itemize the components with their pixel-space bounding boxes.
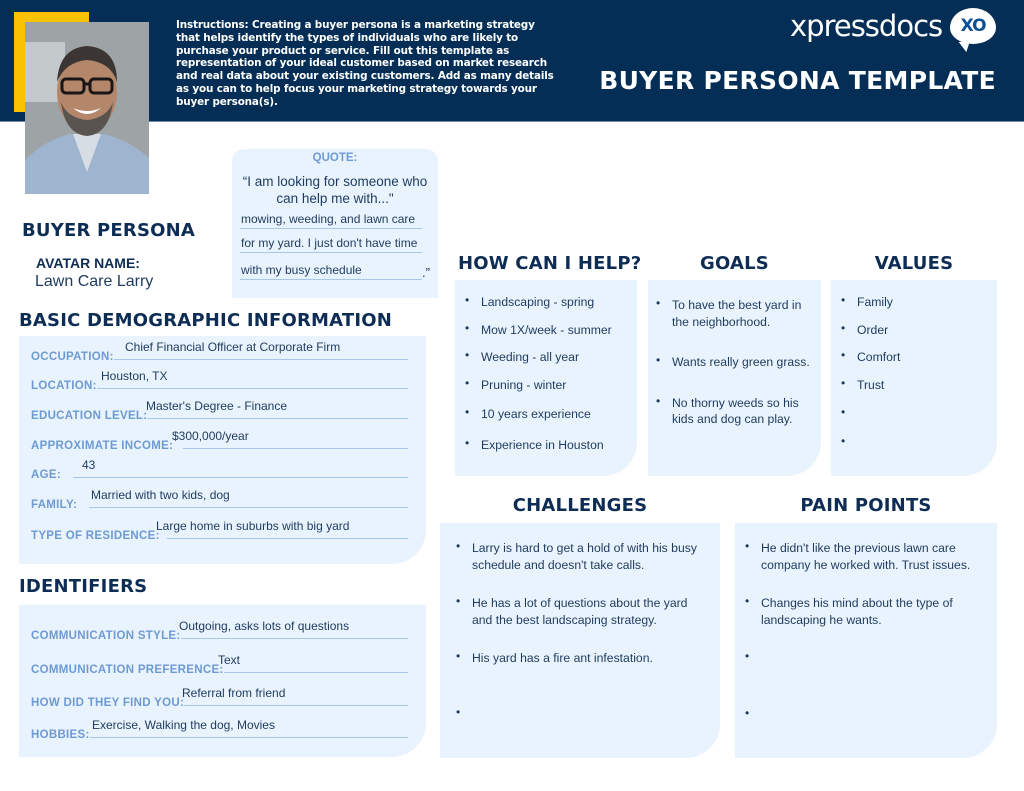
field-age[interactable] — [31, 454, 408, 481]
field-value[interactable]: Houston, TX — [101, 369, 168, 383]
field-value[interactable]: Master's Degree - Finance — [146, 399, 288, 413]
list-item[interactable]: • He has a lot of questions about the yard and the best landscaping strategy. — [456, 595, 711, 628]
list-item[interactable]: • No thorny weeds so his kids and dog can play. — [656, 395, 814, 428]
field-value[interactable]: Large home in suburbs with big yard — [156, 519, 350, 533]
list-item[interactable]: • Larry is hard to get a hold of with his busy schedule and doesn't take calls. — [456, 540, 711, 573]
list-item[interactable]: • 10 years experience — [465, 406, 635, 423]
field-value[interactable]: $300,000/year — [172, 429, 249, 443]
field-underline — [167, 538, 408, 539]
person-portrait-icon — [25, 22, 149, 194]
list-item[interactable]: • To have the best yard in the neighborhood. — [656, 297, 814, 330]
how-can-i-help-heading: HOW CAN I HELP? — [458, 253, 642, 274]
field-underline — [215, 672, 408, 673]
field-approximate-income[interactable] — [31, 425, 408, 452]
list-item[interactable]: • Comfort — [841, 349, 991, 366]
quote-line-1[interactable]: mowing, weeding, and lawn care — [240, 209, 422, 229]
field-label: AGE: — [31, 469, 61, 481]
logo-wordmark: xpressdocs — [790, 9, 943, 43]
list-item[interactable]: • Family — [841, 294, 991, 311]
header-banner — [0, 0, 1024, 122]
field-value[interactable]: Married with two kids, dog — [91, 488, 230, 502]
pain-points-heading: PAIN POINTS — [800, 495, 932, 516]
list-item[interactable]: • Experience in Houston — [465, 437, 635, 454]
list-item[interactable]: • Weeding - all year — [465, 349, 635, 366]
values-panel — [831, 280, 997, 476]
field-label: OCCUPATION: — [31, 351, 114, 363]
field-underline — [105, 359, 408, 360]
list-item[interactable]: • Pruning - winter — [465, 377, 635, 394]
field-label: EDUCATION LEVEL: — [31, 410, 148, 422]
field-label: COMMUNICATION PREFERENCE: — [31, 664, 224, 676]
quote-intro: “I am looking for someone who can help me with..." — [242, 174, 428, 206]
avatar-name-label: AVATAR NAME: — [36, 255, 140, 271]
field-occupation[interactable] — [31, 336, 408, 363]
field-underline — [181, 705, 408, 706]
field-label: LOCATION: — [31, 380, 97, 392]
list-item[interactable]: • His yard has a fire ant infestation. — [456, 650, 711, 667]
list-item[interactable]: • Trust — [841, 377, 991, 394]
list-item[interactable] — [745, 707, 990, 724]
list-item[interactable]: • Order — [841, 322, 991, 339]
field-education-level[interactable] — [31, 395, 408, 422]
how-can-i-help-panel — [455, 280, 637, 476]
challenges-panel — [440, 523, 720, 758]
list-item[interactable] — [456, 706, 711, 723]
pain-points-panel — [735, 523, 997, 758]
field-location[interactable] — [31, 365, 408, 392]
list-item[interactable] — [841, 406, 991, 423]
field-label: APPROXIMATE INCOME: — [31, 440, 174, 452]
values-heading: VALUES — [874, 253, 954, 274]
field-label: FAMILY: — [31, 499, 78, 511]
quote-line-3[interactable]: with my busy schedule — [240, 260, 422, 280]
quote-line-2[interactable]: for my yard. I just don't have time — [240, 233, 422, 253]
field-communication-style[interactable] — [31, 615, 408, 642]
field-underline — [181, 638, 408, 639]
pain-points-list — [745, 540, 990, 723]
values-list — [841, 294, 991, 451]
field-value[interactable]: Referral from friend — [182, 686, 286, 700]
how-can-i-help-list — [465, 294, 635, 453]
field-hobbies[interactable] — [31, 714, 408, 741]
field-label: HOBBIES: — [31, 729, 90, 741]
persona-photo — [25, 22, 149, 194]
goals-panel — [648, 280, 821, 476]
field-underline — [73, 477, 408, 478]
field-underline — [90, 737, 408, 738]
quote-card — [232, 149, 438, 298]
field-value[interactable]: Exercise, Walking the dog, Movies — [92, 718, 275, 732]
field-value[interactable]: 43 — [82, 458, 96, 472]
list-item[interactable]: • Mow 1X/week - summer — [465, 322, 635, 339]
instructions-text: Instructions: Creating a buyer persona is a marketing strategy that helps identify the types of individuals who are likely to purchase your product or service. Fill out this template as representation of your ideal customer based on market research and real data about your existing customers. Add as many details as you can to help focus your marketing strategy towards your buyer persona(s). — [176, 19, 554, 108]
field-family[interactable] — [31, 484, 408, 511]
identifiers-heading: IDENTIFIERS — [19, 576, 148, 597]
challenges-heading: CHALLENGES — [512, 495, 648, 516]
challenges-list — [456, 540, 711, 722]
avatar-name-value[interactable]: Lawn Care Larry — [35, 273, 154, 290]
list-item[interactable]: • Changes his mind about the type of landscaping he wants. — [745, 595, 990, 628]
field-underline — [183, 448, 408, 449]
demographics-panel — [19, 336, 426, 564]
field-label: HOW DID THEY FIND YOU: — [31, 697, 185, 709]
logo-mark: XO — [960, 16, 986, 36]
list-item[interactable]: • Wants really green grass. — [656, 354, 814, 371]
field-label: COMMUNICATION STYLE: — [31, 630, 181, 642]
goals-list — [656, 297, 814, 428]
list-item[interactable] — [841, 435, 991, 452]
quote-closing-mark: .” — [422, 265, 430, 280]
xo-speech-bubble-icon — [950, 8, 996, 44]
quote-label: QUOTE: — [312, 152, 358, 164]
list-item[interactable]: • Landscaping - spring — [465, 294, 635, 311]
goals-heading: GOALS — [700, 253, 769, 274]
list-item[interactable] — [745, 650, 990, 667]
field-how-did-they-find-you[interactable] — [31, 682, 408, 709]
field-value[interactable]: Text — [218, 653, 241, 667]
page-title: BUYER PERSONA TEMPLATE — [599, 66, 996, 95]
field-value[interactable]: Chief Financial Officer at Corporate Firm — [125, 340, 341, 354]
buyer-persona-heading: BUYER PERSONA — [22, 220, 196, 241]
field-communication-preference[interactable] — [31, 649, 408, 676]
demographics-heading: BASIC DEMOGRAPHIC INFORMATION — [19, 310, 393, 331]
field-label: TYPE OF RESIDENCE: — [31, 530, 160, 542]
identifiers-panel — [19, 605, 426, 757]
xpressdocs-logo — [790, 8, 996, 44]
field-value[interactable]: Outgoing, asks lots of questions — [179, 619, 350, 633]
list-item[interactable]: • He didn't like the previous lawn care company he worked with. Trust issues. — [745, 540, 990, 573]
field-underline — [145, 418, 408, 419]
field-type-of-residence[interactable] — [31, 515, 408, 542]
field-underline — [96, 388, 408, 389]
field-underline — [89, 507, 408, 508]
